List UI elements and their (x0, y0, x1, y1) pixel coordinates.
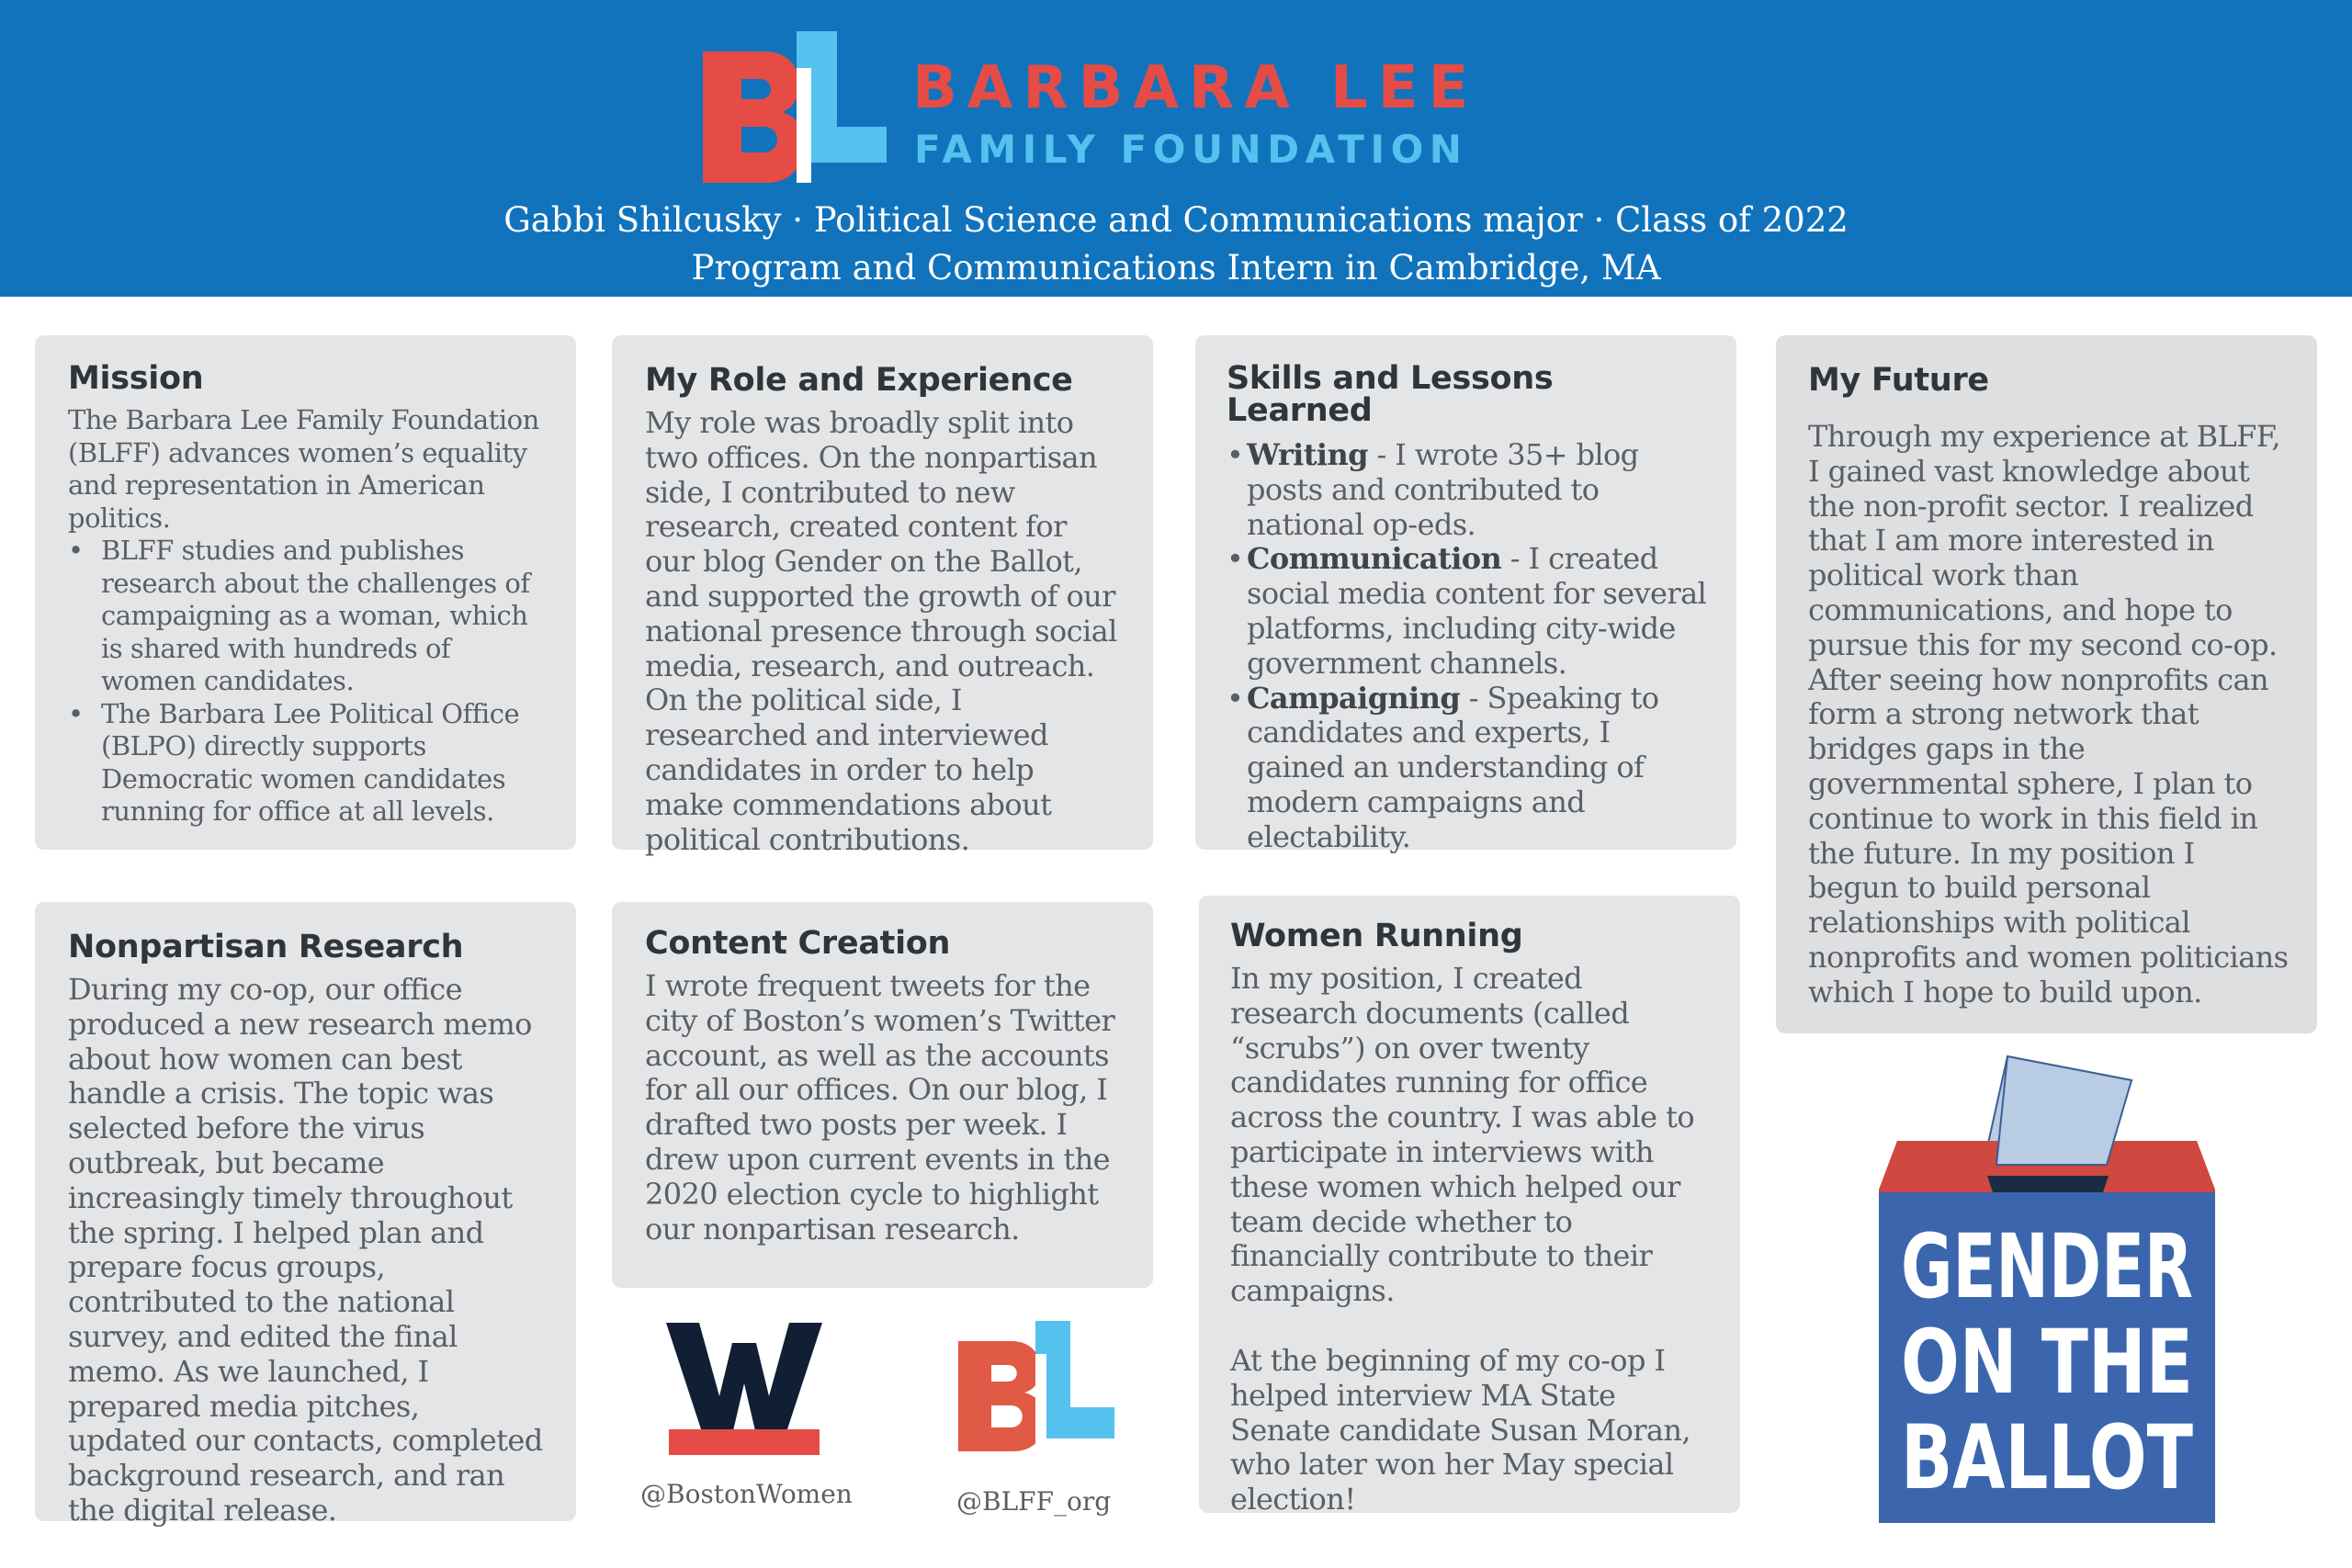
ballot-line-1: GENDER (1901, 1215, 2193, 1318)
bullet-icon: • (68, 535, 84, 566)
blff-logo-mark (703, 31, 887, 186)
future-card (1776, 335, 2317, 1033)
research-body: During my co-op, our office produced a new research memo about how women can best handle a crisis. The topic was selected before the virus outbreak, but became increasingly timely throughout the spring. I helped plan and prepare focus groups, contributed to the national survey, and edited the final memo. As we launched, I prepared media pitches, updated our contacts, completed background research, and ran the digital release. (68, 972, 543, 1528)
blff-logo-small (958, 1321, 1114, 1451)
research-title: Nonpartisan Research (68, 929, 464, 965)
content-body: I wrote frequent tweets for the city of Boston’s women’s Twitter account, as well as the accounts for all our offices. On our blog, I drafted two posts per week. I drew upon current events in the 2020 election cycle to highlight our nonpartisan research. (645, 968, 1115, 1247)
skill-item-writing: • Writing - I wrote 35+ blog posts and contributed to national op-eds. (1227, 437, 1639, 542)
mission-card (35, 335, 576, 850)
boston-women-logo (666, 1323, 822, 1456)
brand-name: BARBARA LEE (912, 54, 1479, 122)
boston-women-handle[interactable]: @BostonWomen (640, 1479, 853, 1509)
skill-item-campaigning: • Campaigning - Speaking to candidates and experts, I gained an understanding of modern campaigns and electability. (1227, 680, 1659, 854)
brand-subtitle: FAMILY FOUNDATION (914, 127, 1468, 172)
women-running-card (1199, 896, 1740, 1517)
future-body: Through my experience at BLFF, I gained vast knowledge about the non-profit sector. I realized that I am more interested in political work than communications, and hope to pursue this for my second co-op. After seeing how nonprofits can form a strong network that bridges gaps in the governmental sphere, I plan to continue to work in this field in the future. In my position I begun to build personal relationships with political nonprofits and women politicians which I hope to build upon. (1808, 419, 2289, 1010)
women-running-para2: At the beginning of my co-op I helped interview MA State Senate candidate Susan Moran, who later won her May special election! (1230, 1342, 1690, 1517)
position-info-line: Program and Communications Intern in Cambridge, MA (691, 248, 1661, 288)
mission-title: Mission (68, 360, 204, 397)
bullet-icon: • (1227, 541, 1244, 577)
bullet-icon: • (68, 697, 84, 729)
list-item: • BLFF studies and publishes research about the challenges of campaigning as a woman, which is shared with hundreds of women candidates. (68, 535, 530, 696)
header-banner (0, 0, 2352, 297)
role-title: My Role and Experience (645, 362, 1073, 399)
content-card (612, 902, 1153, 1288)
women-running-title: Women Running (1230, 918, 1523, 954)
skills-title: Skills and Lessons Learned (1227, 360, 1554, 429)
mission-bullets (68, 535, 543, 829)
list-item: • The Barbara Lee Political Office (BLPO) directly supports Democratic women candidates running for office at all levels. (68, 697, 520, 827)
skill-item-communication: • Communication - I created social media content for several platforms, including city-wide government channels. (1227, 541, 1707, 681)
blff-handle[interactable]: @BLFF_org (956, 1486, 1112, 1517)
research-card (35, 902, 576, 1528)
gender-on-the-ballot-logo (1879, 1056, 2215, 1523)
future-title: My Future (1808, 362, 1989, 399)
bullet-icon: • (1227, 680, 1244, 716)
content-title: Content Creation (645, 925, 951, 962)
women-running-para1: In my position, I created research documents (called “scrubs”) on over twenty candidates running for office across the country. I was able to participate in interviews with these women which helped our team decide whether to financially contribute to their campaigns. (1230, 961, 1694, 1309)
skills-card (1195, 335, 1736, 854)
bullet-icon: • (1227, 437, 1244, 472)
role-body: My role was broadly split into two offices. On the nonpartisan side, I contributed to new research, created content for our blog Gender on the Ballot, and supported the growth of our national presence through social media, research, and outreach. On the political side, I researched and interviewed candidates in order to help make commendations about political contributions. (645, 405, 1117, 857)
ballot-line-3: BALLOT (1901, 1406, 2193, 1509)
student-info-line: Gabbi Shilcusky · Political Science and Communications major · Class of 2022 (503, 200, 1849, 240)
skills-list (1227, 438, 1709, 855)
role-card (612, 335, 1153, 857)
mission-intro: The Barbara Lee Family Foundation (BLFF) advances women’s equality and representation in American politics. (68, 404, 539, 534)
ballot-line-2: ON THE (1901, 1311, 2193, 1414)
